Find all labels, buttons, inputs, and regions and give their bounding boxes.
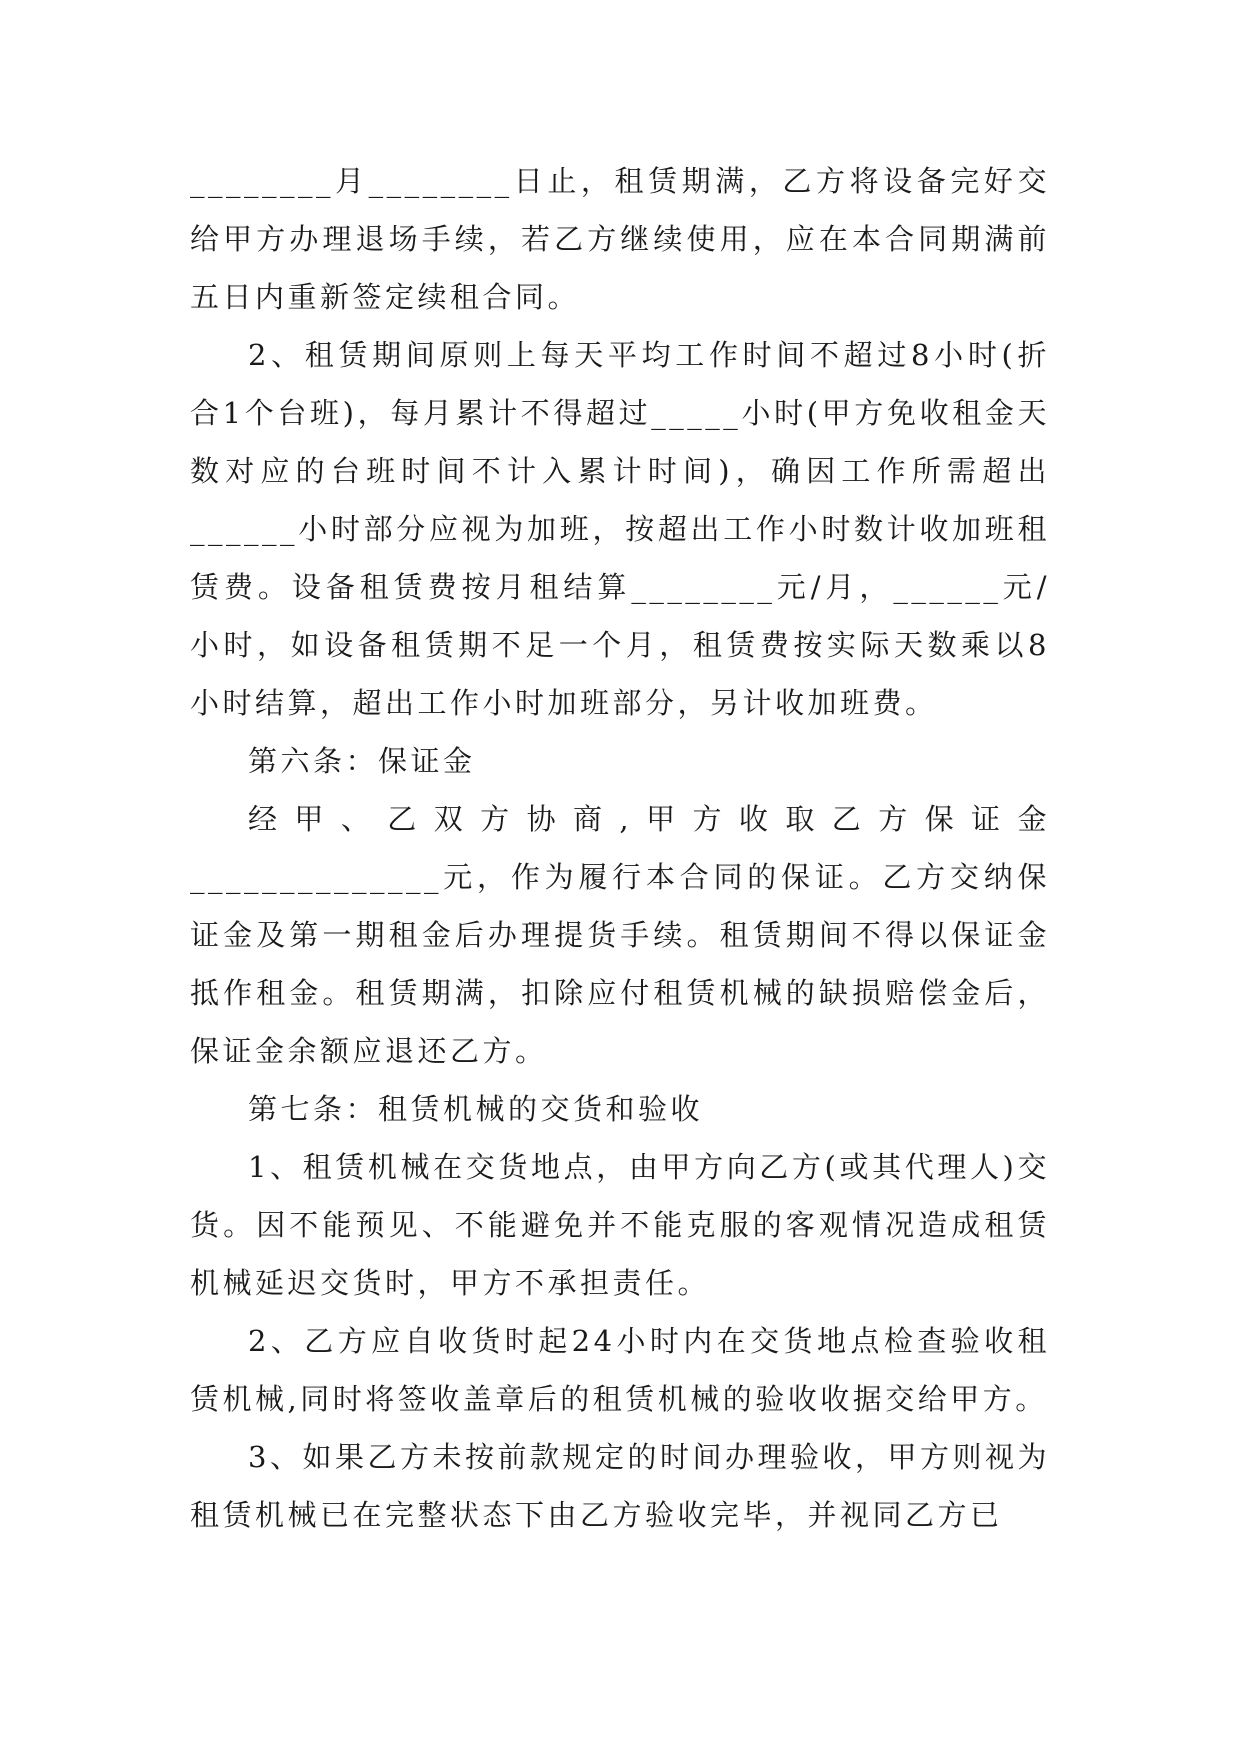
paragraph-delivery: 1、租赁机械在交货地点，由甲方向乙方(或其代理人)交货。因不能预见、不能避免并不能克服的客观情况造成租赁机械延迟交货时，甲方不承担责任。 xyxy=(190,1150,1050,1300)
paragraph-acceptance: 3、如果乙方未按前款规定的时间办理验收，甲方则视为租赁机械已在完整状态下由乙方验收完毕，并视同乙方已 xyxy=(190,1440,1050,1532)
paragraph-lease-end: ________月________日止，租赁期满，乙方将设备完好交给甲方办理退场手续，若乙方继续使用，应在本合同期满前五日内重新签定续租合同。 xyxy=(190,164,1050,314)
heading-article-6: 第六条：保证金 xyxy=(248,744,476,778)
paragraph-inspection: 2、乙方应自收货时起24小时内在交货地点检查验收租赁机械,同时将签收盖章后的租赁机械的验收收据交给甲方。 xyxy=(190,1324,1050,1416)
paragraph-deposit: 经甲、乙双方协商,甲方收取乙方保证金______________元，作为履行本合同的保证。乙方交纳保证金及第一期租金后办理提货手续。租赁期间不得以保证金抵作租金。租赁期满，扣除应付租赁机械的缺损赔偿金后，保证金余额应退还乙方。 xyxy=(190,802,1050,1068)
heading-article-7: 第七条：租赁机械的交货和验收 xyxy=(248,1092,704,1126)
paragraph-working-hours: 2、租赁期间原则上每天平均工作时间不超过8小时(折合1个台班)，每月累计不得超过_____小时(甲方免收租金天数对应的台班时间不计入累计时间)，确因工作所需超出______小时部分应视为加班，按超出工作小时数计收加班租赁费。设备租赁费按月租结算________元/月，______元/小时，如设备租赁期不足一个月，租赁费按实际天数乘以8小时结算，超出工作小时加班部分，另计收加班费。 xyxy=(190,338,1050,720)
document-body xyxy=(190,152,1050,1544)
